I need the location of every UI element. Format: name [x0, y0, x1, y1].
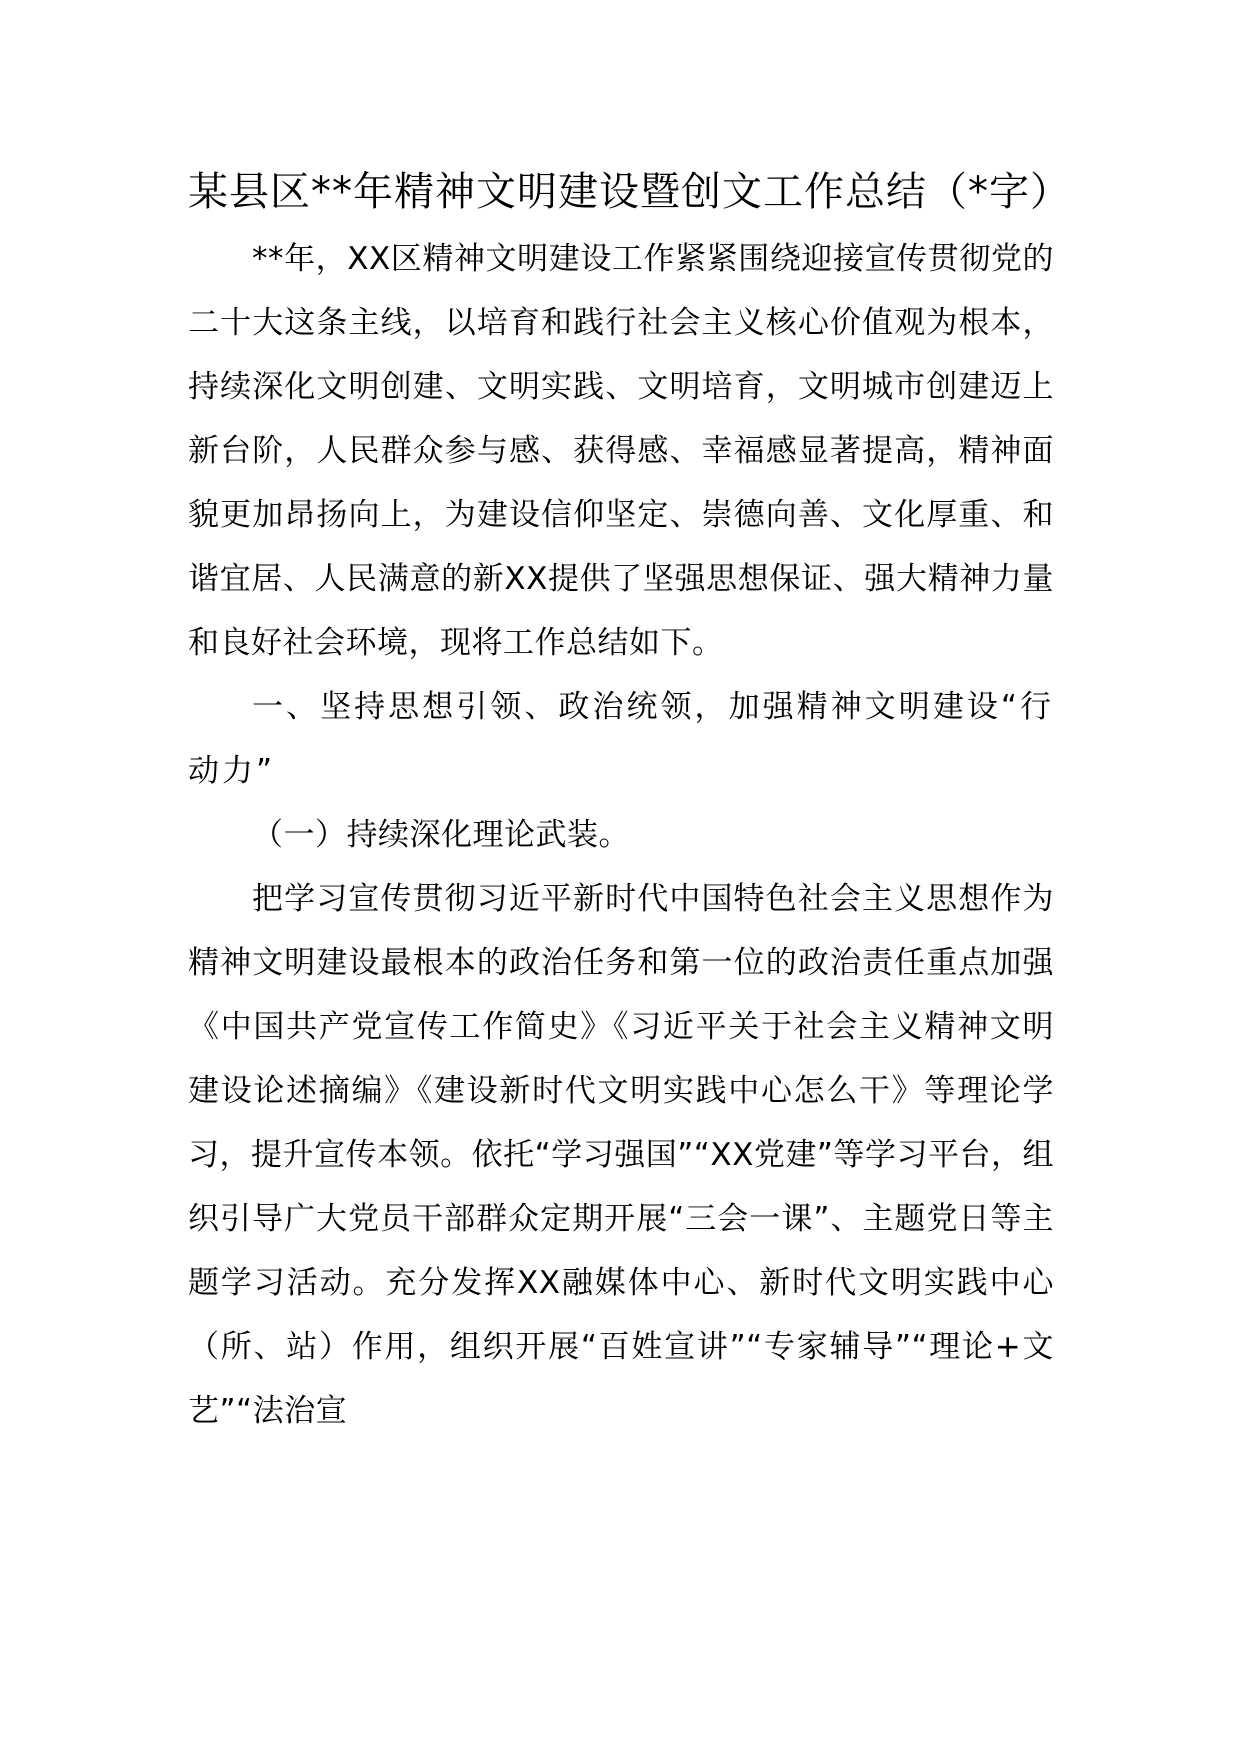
section-heading-1: 一、坚持思想引领、政治统领，加强精神文明建设“行动力” [188, 689, 1054, 789]
subsection-paragraph-1: 把学习宣传贯彻习近平新时代中国特色社会主义思想作为精神文明建设最根本的政治任务和第一位的政治责任重点加强《中国共产党宣传工作简史》《习近平关于社会主义精神文明建设论述摘编》《建设新时代文明实践中心怎么干》等理论学习，提升宣传本领。依托“学习强国”“XX党建”等学习平台，组织引导广大党员干部群众定期开展“三会一课”、主题党日等主题学习活动。充分发挥XX融媒体中心、新时代文明实践中心（所、站）作用，组织开展“百姓宣讲”“专家辅导”“理论+文艺”“法治宣 [188, 881, 1054, 1429]
intro-paragraph: **年，XX区精神文明建设工作紧紧围绕迎接宣传贯彻党的二十大这条主线，以培育和践行社会主义核心价值观为根本，持续深化文明创建、文明实践、文明培育，文明城市创建迈上新台阶，人民群众参与感、获得感、幸福感显著提高，精神面貌更加昂扬向上，为建设信仰坚定、崇德向善、文化厚重、和谐宜居、人民满意的新XX提供了坚强思想保证、强大精神力量和良好社会环境，现将工作总结如下。 [188, 241, 1054, 661]
document-title: 某县区**年精神文明建设暨创文工作总结（*字） [188, 169, 1071, 215]
document-body [188, 165, 1071, 1443]
subsection-heading-1: （一）持续深化理论武装。 [252, 817, 630, 853]
